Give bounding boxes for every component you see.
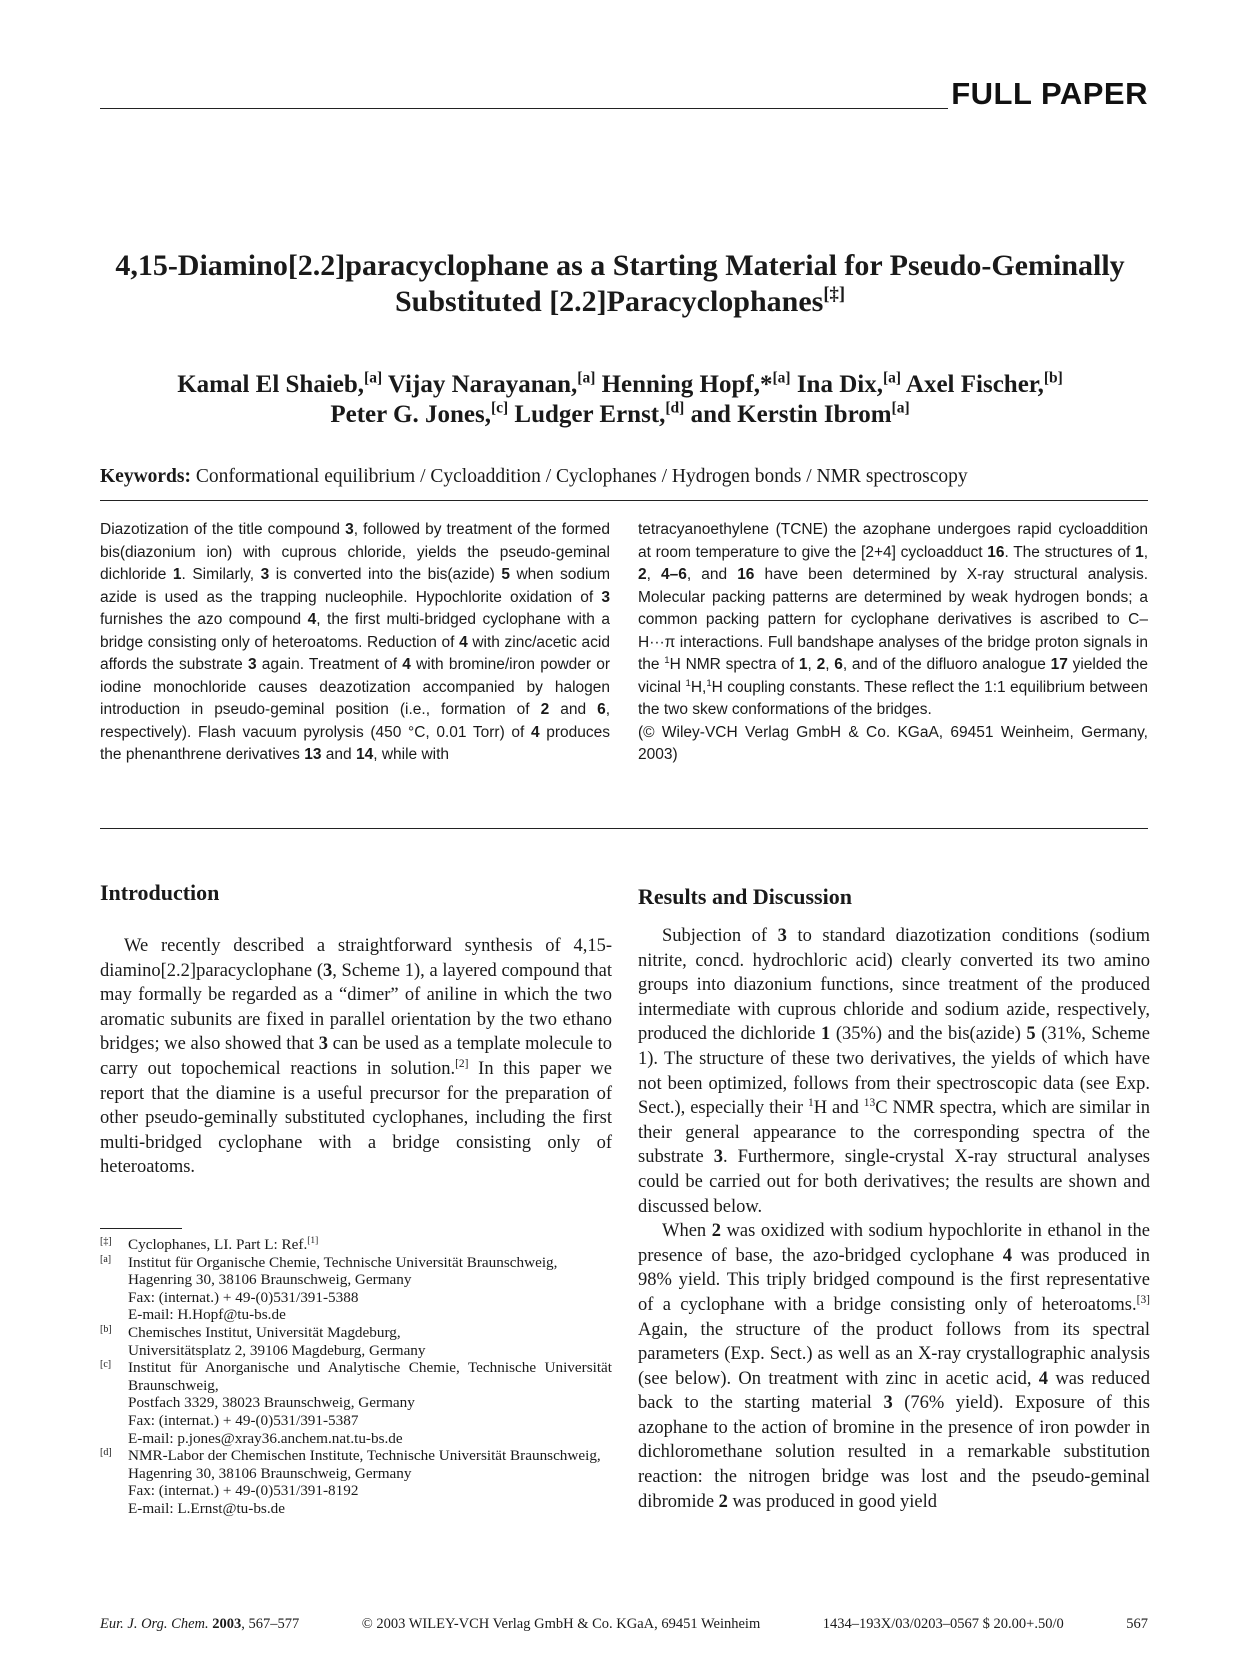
keywords-label: Keywords: [100,466,191,487]
introduction-body [100,934,612,1180]
author-name: Axel Fischer, [905,371,1044,398]
footnote-item [100,1447,612,1517]
results-paragraph-2: When 2 was oxidized with sodium hypochlorite in ethanol in the presence of base, the azo-bridged cyclophane 4 was produced in 98% yield. This triply bridged compound is the first representative of a cyclophane with a bridge consisting only of heteroatoms.[3] Again, the structure of the product follows from its spectral parameters (Exp. Sect.) as well as an X-ray crystallographic analysis (see below). On treatment with zinc in acetic acid, 4 was reduced back to the starting material 3 (76% yield). Exposure of this azophane to the action of bromine in the presence of iron powder in dichloromethane solution resulted in a remarkable substitution reaction: the nitrogen bridge was lost and the pseudo-geminal dibromide 2 was produced in good yield [638,1221,1150,1512]
article-title [80,248,1160,320]
abstract-right [638,519,1148,767]
footnote-item [100,1324,612,1359]
abstract-rule [100,828,1148,829]
keywords-rule [100,500,1148,501]
footnote-text: NMR-Labor der Chemischen Institute, Technische Universität Braunschweig, Hagenring 30, 38106 Braunschweig, Germany Fax: (internat.) + 49-(0)531/391-8192 E-mail: L.Ernst@tu-bs.de [128,1447,601,1517]
citation [100,1616,299,1633]
abstract-copyright: (© Wiley-VCH Verlag GmbH & Co. KGaA, 69451 Weinheim, Germany, 2003) [638,723,1148,763]
footnote-mark: [d] [100,1447,112,1459]
author-affiliation: [a] [882,369,902,387]
issn: 1434–193X/03/0203–0567 $ 20.00+.50/0 [822,1616,1064,1632]
abstract-left: Diazotization of the title compound 3, followed by treatment of the formed bis(diazonium ion) with cuprous chloride, yields the pseudo-geminal dichloride 1. Similarly, 3 is converted into the bis(azide) 5 when sodium azide is used as the trapping nucleophile. Hypochlorite oxidation of 3 furnishes the azo compound 4, the first multi-bridged cyclophane with a bridge consisting only of heteroatoms. Reduction of 4 with zinc/acetic acid affords the substrate 3 again. Treatment of 4 with bromine/iron powder or iodine monochloride causes deazotization accompanied by halogen introduction in pseudo-geminal position (i.e., formation of 2 and 6, respectively). Flash vacuum pyrolysis (450 °C, 0.01 Torr) of 4 produces the phenanthrene derivatives 13 and 14, while with [100,521,611,763]
author-affiliation: [b] [1043,369,1063,387]
results-paragraph-1: Subjection of 3 to standard diazotization conditions (sodium nitrite, concd. hydrochloric acid) clearly converted its two amino groups into diazonium functions, since treatment of the produced intermediate with cuprous chloride and sodium azide, respectively, produced the dichloride 1 (35%) and the bis(azide) 5 (31%, Scheme 1). The structure of these two derivatives, the yields of which have not been optimized, follows from their spectroscopic data (see Exp. Sect.), especially their $^1$H and $^{13}$C NMR spectra, which are similar in their general appearance to the corresponding spectra of the substrate 3. Furthermore, single-crystal X-ray structural analyses could be carried out for both derivatives; the results are shown and discussed below. [638,926,1151,1217]
results-heading: Results and Discussion [638,884,852,909]
author-name: Vijay Narayanan, [387,371,578,398]
page-number: 567 [1126,1616,1148,1632]
footnote-mark: [c] [100,1359,112,1371]
footnote-item [100,1236,612,1254]
footnote-text: Chemisches Institut, Universität Magdeburg, Universitätsplatz 2, 39106 Magdeburg, Germany [128,1323,426,1359]
footnote-mark: [‡] [100,1236,112,1247]
author-affiliation: [c] [490,399,509,417]
abstract-right-text: tetracyanoethylene (TCNE) the azophane undergoes rapid cycloaddition at room temperature to give the [2+4] cycloadduct 16. The structures of 1, 2, 4–6, and 16 have been determined by X-ray structural analysis. Molecular packing patterns are determined by weak hydrogen bonds; a common packing pattern for cyclophane derivatives is ascribed to C–H···π interactions. Full bandshape analyses of the bridge proton signals in the $^1$H NMR spectra of 1, 2, 6, and of the difluoro analogue 17 yielded the vicinal $^1$H,$^1$H coupling constants. These reflect the 1:1 equilibrium between the two skew conformations of the bridges. [638,521,1149,718]
footnotes [100,1236,612,1518]
author-affiliation: [d] [665,399,685,417]
journal-name: Eur. J. Org. Chem. [100,1616,209,1632]
introduction-paragraph: We recently described a straightforward synthesis of 4,15-diamino[2.2]paracyclophane (3, Scheme 1), a layered compound that may formally be regarded as a “dimer” of aniline in which the two aromatic subunits are fixed in parallel orientation by the two ethano bridges; we also showed that 3 can be used as a template molecule to carry out topochemical reactions in solution.[2] In this paper we report that the diamine is a useful precursor for the preparation of other pseudo-geminally substituted cyclophanes, including the first multi-bridged cyclophane with a bridge consisting only of heteroatoms. [100,936,613,1178]
keywords [100,466,1148,488]
author-name: Kerstin Ibrom [737,401,892,428]
section-label: FULL PAPER [951,76,1148,111]
journal-pages: , 567–577 [241,1616,300,1632]
footnote-mark: [a] [100,1253,112,1265]
author-line-2 [80,400,1160,430]
author-name: Ludger Ernst, [514,401,666,428]
author-affiliation: [a] [772,369,791,387]
footnote-text: Cyclophanes, LI. Part L: Ref.[1] [128,1235,319,1253]
author-name: Ina Dix, [796,371,883,398]
author-affiliation: [a] [577,369,596,387]
introduction-heading: Introduction [100,880,220,905]
title-line-1: 4,15-Diamino[2.2]paracyclophane as a Starting Material for Pseudo-Geminally [115,249,1125,282]
results-body [638,924,1150,1514]
page-footer [100,1616,1148,1633]
publisher-copyright: © 2003 WILEY-VCH Verlag GmbH & Co. KGaA, 69451 Weinheim [361,1616,761,1632]
header-rule [100,108,948,109]
author-and: and [690,401,731,428]
author-list [80,370,1160,430]
author-line-1 [80,370,1160,400]
author-affiliation: [a] [891,399,910,417]
footnote-text: Institut für Organische Chemie, Technische Universität Braunschweig, Hagenring 30, 38106 Braunschweig, Germany Fax: (internat.) + 49-(0)531/391-5388 E-mail: H.Hopf@tu-bs.de [128,1253,558,1324]
keywords-list: Conformational equilibrium / Cycloaddition / Cyclophanes / Hydrogen bonds / NMR spectroscopy [195,466,968,487]
author-name: Henning Hopf,* [601,371,773,398]
footnote-mark: [b] [100,1323,112,1335]
footnote-item [100,1254,612,1324]
author-name: Kamal El Shaieb, [177,371,365,398]
footnote-item [100,1359,612,1447]
author-affiliation: [a] [364,369,383,387]
journal-year: 2003 [212,1616,242,1632]
author-name: Peter G. Jones, [330,401,491,428]
title-line-2 [80,284,1160,320]
footnote-rule [100,1228,182,1229]
title-line-2-text: Substituted [2.2]Paracyclophanes [394,285,824,318]
title-footnote-mark: [‡] [823,284,846,305]
footnote-text: Institut für Anorganische und Analytische Chemie, Technische Universität Braunschweig, Postfach 3329, 38023 Braunschweig, Germany Fax: (internat.) + 49-(0)531/391-5387 E-mail: p.jones@xray36.anchem.nat.tu-bs.de [128,1359,612,1447]
